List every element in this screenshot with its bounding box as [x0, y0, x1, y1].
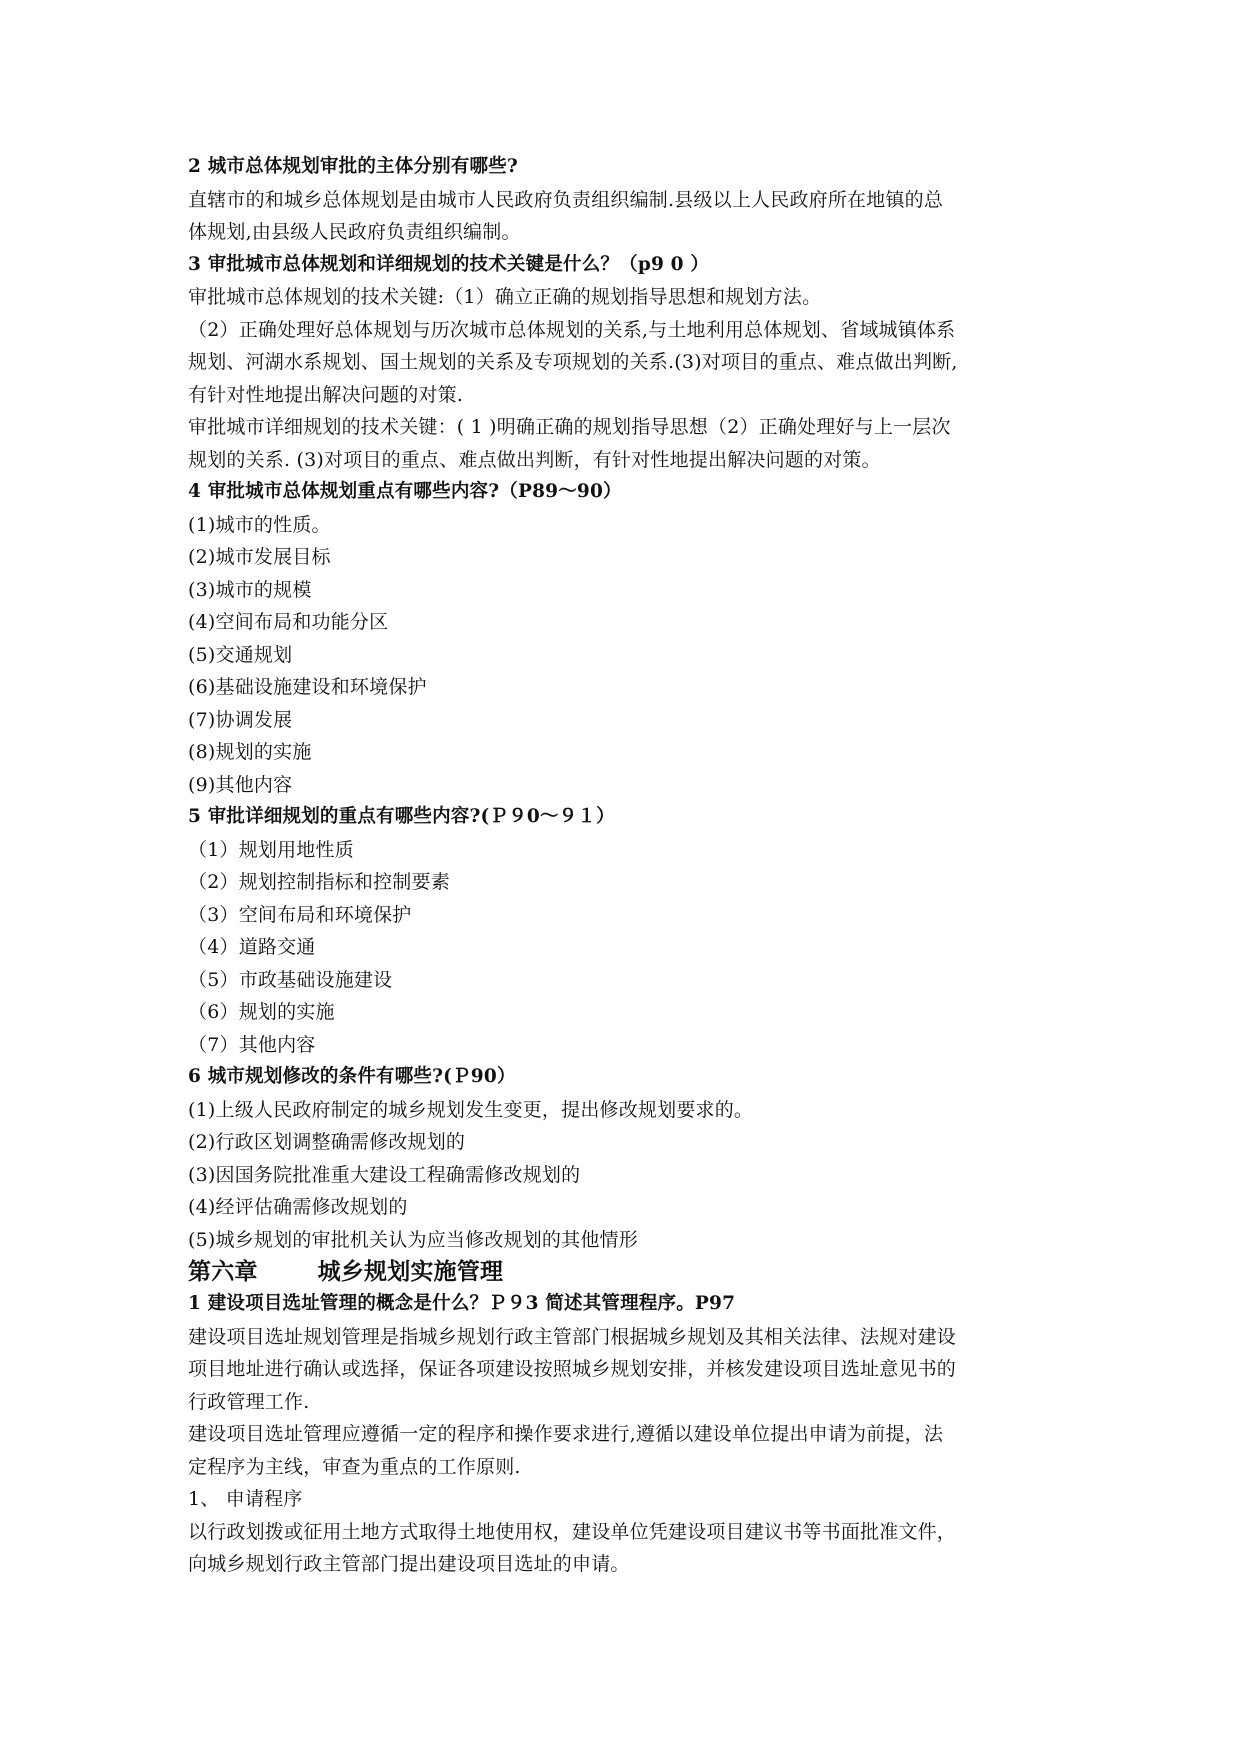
paragraph-line: 建设项目选址规划管理是指城乡规划行政主管部门根据城乡规划及其相关法律、法规对建设 — [188, 1325, 957, 1348]
list-item: (3)因国务院批准重大建设工程确需修改规划的 — [188, 1163, 581, 1186]
question-heading: 6 城市规划修改的条件有哪些?(Ｐ90） — [188, 1066, 516, 1087]
list-item: (4)经评估确需修改规划的 — [188, 1196, 408, 1218]
list-item: (7)协调发展 — [188, 708, 293, 731]
list-item: (2)城市发展目标 — [188, 546, 331, 568]
paragraph-line: 行政管理工作. — [188, 1390, 310, 1413]
paragraph-line: 规划、河湖水系规划、国土规划的关系及专项规划的关系.(3)对项目的重点、难点做出判断, — [188, 351, 958, 373]
paragraph-line: 有针对性地提出解决问题的对策. — [188, 383, 464, 406]
paragraph-line: 规划的关系. (3)对项目的重点、难点做出判断，有针对性地提出解决问题的对策。 — [188, 448, 881, 471]
list-item: （1）规划用地性质 — [188, 838, 354, 861]
list-item: (5)城乡规划的审批机关认为应当修改规划的其他情形 — [188, 1228, 638, 1251]
question-heading: 2 城市总体规划审批的主体分别有哪些? — [188, 156, 518, 177]
paragraph-line: 审批城市详细规划的技术关键：( 1 )明确正确的规划指导思想（2）正确处理好与上一层次 — [188, 416, 951, 438]
paragraph-line: 定程序为主线，审查为重点的工作原则. — [188, 1455, 521, 1478]
list-item: (1)上级人民政府制定的城乡规划发生变更，提出修改规划要求的。 — [188, 1098, 754, 1121]
list-item: （3）空间布局和环境保护 — [188, 903, 412, 926]
chapter-heading — [188, 1256, 1058, 1288]
list-item: (9)其他内容 — [188, 773, 293, 796]
list-item: (8)规划的实施 — [188, 741, 312, 763]
list-item: （2）规划控制指标和控制要素 — [188, 871, 450, 893]
list-item: (5)交通规划 — [188, 643, 293, 666]
paragraph-line: 向城乡规划行政主管部门提出建设项目选址的申请。 — [188, 1553, 630, 1575]
question-heading: 3 审批城市总体规划和详细规划的技术关键是什么？（p9 0 ） — [188, 253, 710, 275]
paragraph-line: 1、 申请程序 — [188, 1488, 303, 1510]
list-item: (1)城市的性质。 — [188, 513, 331, 536]
chapter-number: 第六章 — [188, 1258, 258, 1285]
list-item: (2)行政区划调整确需修改规划的 — [188, 1131, 466, 1153]
paragraph-line: 体规划,由县级人民政府负责组织编制。 — [188, 221, 521, 243]
paragraph-line: 建设项目选址管理应遵循一定的程序和操作要求进行,遵循以建设单位提出申请为前提，法 — [188, 1423, 944, 1445]
chapter-title: 城乡规划实施管理 — [317, 1258, 504, 1285]
list-item: （4）道路交通 — [188, 936, 316, 958]
paragraph-line: 审批城市总体规划的技术关键:（1）确立正确的规划指导思想和规划方法。 — [188, 286, 822, 308]
list-item: (3)城市的规模 — [188, 578, 312, 601]
question-heading: 5 审批详细规划的重点有哪些内容?(Ｐ９0～９１） — [188, 806, 615, 827]
paragraph-line: 项目地址进行确认或选择，保证各项建设按照城乡规划安排，并核发建设项目选址意见书的 — [188, 1358, 957, 1380]
paragraph-line: 直辖市的和城乡总体规划是由城市人民政府负责组织编制.县级以上人民政府所在地镇的总 — [188, 188, 944, 211]
question-heading: 1 建设项目选址管理的概念是什么？Ｐ９3 简述其管理程序。P97 — [188, 1293, 736, 1314]
paragraph-line: （2）正确处理好总体规划与历次城市总体规划的关系,与土地利用总体规划、省域城镇体系 — [188, 318, 956, 341]
paragraph-line: 以行政划拨或征用土地方式取得土地使用权，建设单位凭建设项目建议书等书面批准文件， — [188, 1520, 957, 1543]
list-item: (4)空间布局和功能分区 — [188, 611, 389, 633]
list-item: （5）市政基础设施建设 — [188, 968, 393, 991]
list-item: (6)基础设施建设和环境保护 — [188, 676, 427, 698]
question-heading: 4 审批城市总体规划重点有哪些内容?（P89～90） — [188, 481, 622, 502]
list-item: （6）规划的实施 — [188, 1001, 335, 1023]
list-item: （7）其他内容 — [188, 1033, 316, 1056]
document-page — [188, 151, 1058, 1581]
